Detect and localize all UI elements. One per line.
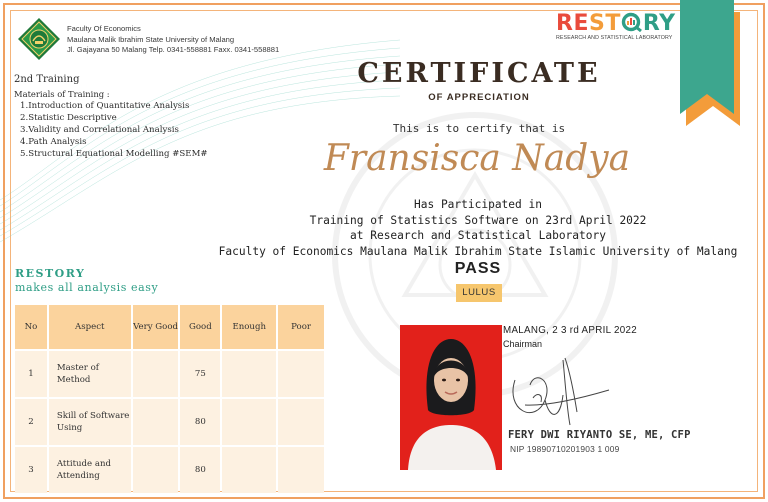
university-name: Maulana Malik Ibrahim State University of Malang (67, 34, 235, 44)
cell-no: 2 (15, 399, 47, 445)
assessment-table (13, 303, 326, 495)
logo-part-ry: RY (642, 11, 676, 36)
table-row (15, 447, 324, 493)
cell-no: 3 (15, 447, 47, 493)
table-row (15, 351, 324, 397)
participation-line: Has Participated in (414, 198, 542, 211)
training-line: Training of Statistics Software on 23rd April 2022 (309, 213, 647, 227)
recipient-name: Fransisca Nadya (323, 138, 631, 179)
signatory-role: Chairman (503, 339, 543, 349)
logo-subtitle: RESEARCH AND STATISTICAL LABORATORY (556, 35, 673, 41)
cell-poor (278, 351, 324, 397)
result-text: PASS (454, 260, 502, 277)
faculty-line: Faculty of Economics Maulana Malik Ibrahim State Islamic University of Malang (218, 245, 738, 259)
header-poor: Poor (278, 305, 324, 349)
header-aspect: Aspect (49, 305, 131, 349)
bookmark-ribbon-icon (680, 0, 740, 126)
signing-date: MALANG, 2 3 rd APRIL 2022 (503, 325, 638, 336)
training-info (14, 74, 208, 160)
portrait-image (400, 325, 502, 470)
laboratory-line: at Research and Statistical Laboratory (350, 229, 606, 243)
brand-block (15, 267, 158, 294)
cell-enough (222, 351, 276, 397)
brand-tagline: makes all analysis easy (15, 281, 159, 294)
cell-no: 1 (15, 351, 47, 397)
cell-very-good (133, 399, 179, 445)
faculty-name: Faculty Of Economics (67, 24, 141, 33)
faculty-address: Jl. Gajayana 50 Malang Telp. 0341-558881 Faxx. 0341-558881 (67, 45, 280, 54)
restory-wordmark (556, 12, 676, 36)
certificate-subtitle: OF APPRECIATION (428, 92, 530, 103)
brand-name: RESTORY (15, 267, 86, 280)
cell-aspect: Master of Method (49, 351, 131, 397)
training-title: 2nd Training (14, 74, 80, 85)
magnifier-o-icon (621, 12, 643, 32)
materials-title: Materials of Training : (14, 89, 110, 99)
material-item: 4.Path Analysis (20, 137, 87, 147)
cell-aspect: Skill of Software Using (49, 399, 131, 445)
header-no: No (15, 305, 47, 349)
participant-photo (400, 325, 502, 470)
cell-enough (222, 399, 276, 445)
signatory-name: FERY DWI RIYANTO SE, ME, CFP (508, 429, 691, 441)
result-badge: LULUS (456, 284, 502, 302)
certify-text: This is to certify that is (392, 122, 566, 135)
cell-very-good (133, 447, 179, 493)
signature-image (505, 350, 615, 430)
participation-text (210, 197, 746, 260)
signatory-nip: NIP 19890710201903 1 009 (510, 444, 620, 454)
table-row (15, 399, 324, 445)
cell-good: 75 (180, 351, 220, 397)
cell-good: 80 (180, 399, 220, 445)
cell-poor (278, 399, 324, 445)
logo-part-st: ST (588, 11, 621, 36)
header-enough: Enough (222, 305, 276, 349)
header-very-good: Very Good (133, 305, 179, 349)
table-header-row (15, 305, 324, 349)
restory-logo (556, 12, 676, 41)
certificate-title: CERTIFICATE (357, 58, 601, 89)
cell-good: 80 (180, 447, 220, 493)
cell-enough (222, 447, 276, 493)
cell-very-good (133, 351, 179, 397)
faculty-info (67, 24, 279, 56)
material-item: 5.Structural Equational Modelling #SEM# (20, 149, 208, 159)
material-item: 2.Statistic Descriptive (20, 113, 117, 123)
cell-poor (278, 447, 324, 493)
material-item: 1.Introduction of Quantitative Analysis (20, 101, 190, 111)
university-seal-icon (17, 17, 61, 61)
material-item: 3.Validity and Correlational Analysis (20, 125, 179, 135)
header-good: Good (180, 305, 220, 349)
logo-part-re: RE (556, 11, 589, 36)
cell-aspect: Attitude and Attending (49, 447, 131, 493)
